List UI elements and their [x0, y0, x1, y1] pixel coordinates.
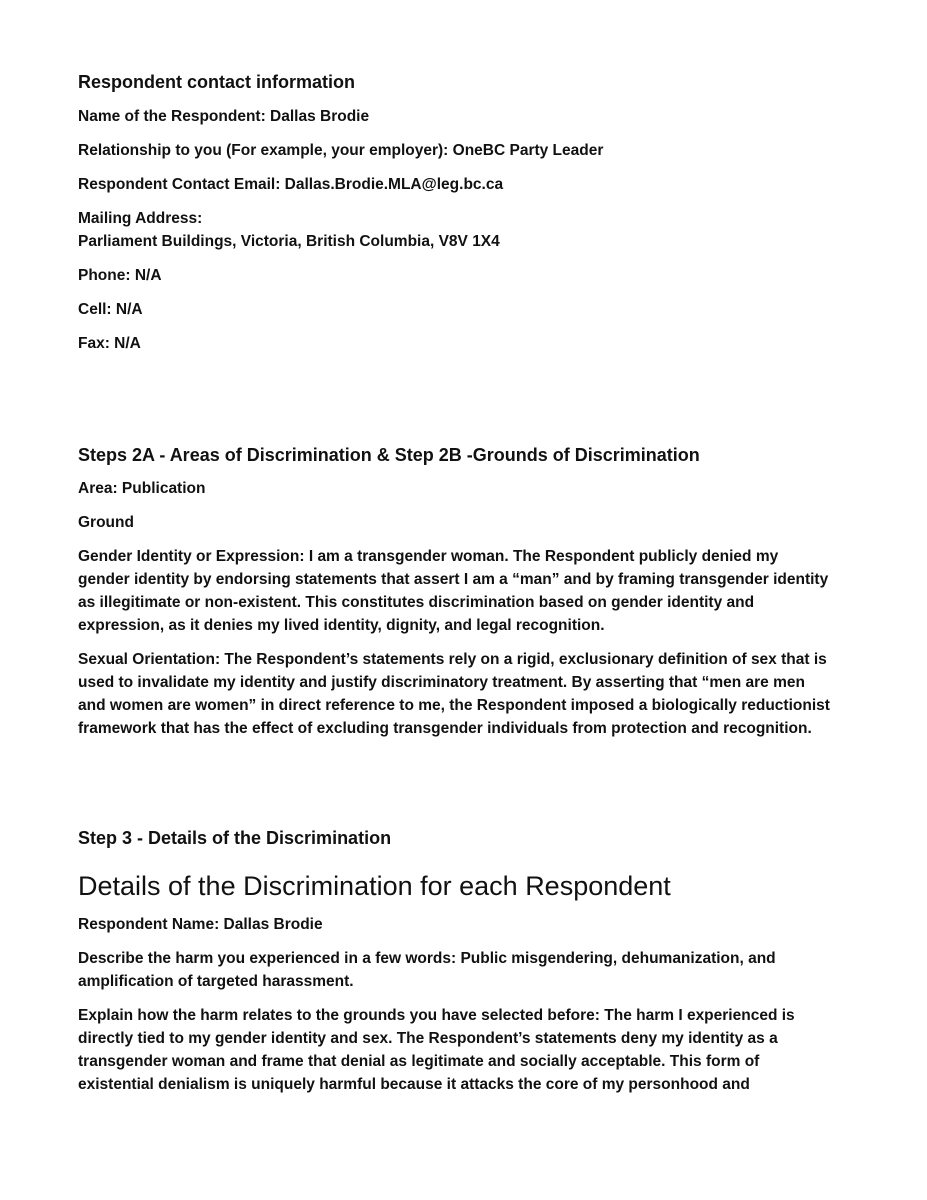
paragraph-line: Explain how the harm relates to the grounds you have selected before: The harm I experienced is [78, 1007, 795, 1024]
details-title: Details of the Discrimination for each Respondent [78, 871, 671, 901]
respondent-cell: Cell: N/A [78, 301, 143, 318]
paragraph-line: transgender woman and frame that denial as legitimate and socially acceptable. This form of [78, 1053, 760, 1070]
sexual-orientation-paragraph [78, 648, 858, 740]
paragraph-line: amplification of targeted harassment. [78, 973, 354, 990]
gender-identity-paragraph [78, 545, 858, 637]
paragraph-line: gender identity by endorsing statements that assert I am a “man” and by framing transgender identity [78, 571, 829, 588]
respondent-relationship: Relationship to you (For example, your employer): OneBC Party Leader [78, 142, 604, 159]
paragraph-line: existential denialism is uniquely harmful because it attacks the core of my personhood and [78, 1076, 750, 1093]
respondent-phone: Phone: N/A [78, 267, 162, 284]
paragraph-line: expression, as it denies my lived identity, dignity, and legal recognition. [78, 617, 605, 634]
respondent-fax: Fax: N/A [78, 335, 141, 352]
paragraph-line: and women are women” in direct reference to me, the Respondent imposed a biologically reductionist [78, 697, 830, 714]
section-heading-step3: Step 3 - Details of the Discrimination [78, 828, 392, 848]
mailing-address: Parliament Buildings, Victoria, British Columbia, V8V 1X4 [78, 233, 500, 250]
harm-explanation-paragraph [78, 1004, 858, 1096]
paragraph-line: framework that has the effect of excluding transgender individuals from protection and recognition. [78, 720, 812, 737]
paragraph-line: used to invalidate my identity and justify discriminatory treatment. By asserting that “men are men [78, 674, 805, 691]
mailing-address-label: Mailing Address: [78, 210, 203, 227]
ground-label: Ground [78, 514, 134, 531]
respondent-email: Respondent Contact Email: Dallas.Brodie.MLA@leg.bc.ca [78, 176, 504, 193]
paragraph-line: Describe the harm you experienced in a few words: Public misgendering, dehumanization, and [78, 950, 776, 967]
paragraph-line: directly tied to my gender identity and sex. The Respondent’s statements deny my identity as a [78, 1030, 778, 1047]
section-heading-step2: Steps 2A - Areas of Discrimination & Step 2B -Grounds of Discrimination [78, 445, 700, 465]
step3-respondent-name: Respondent Name: Dallas Brodie [78, 916, 323, 933]
paragraph-line: as illegitimate or non-existent. This constitutes discrimination based on gender identity and [78, 594, 755, 611]
harm-description-paragraph [78, 947, 858, 993]
section-heading-respondent-contact: Respondent contact information [78, 72, 356, 92]
respondent-name: Name of the Respondent: Dallas Brodie [78, 108, 370, 125]
paragraph-line: Sexual Orientation: The Respondent’s statements rely on a rigid, exclusionary definition of sex that is [78, 651, 827, 668]
paragraph-line: Gender Identity or Expression: I am a transgender woman. The Respondent publicly denied my [78, 548, 779, 565]
area-of-discrimination: Area: Publication [78, 480, 206, 497]
